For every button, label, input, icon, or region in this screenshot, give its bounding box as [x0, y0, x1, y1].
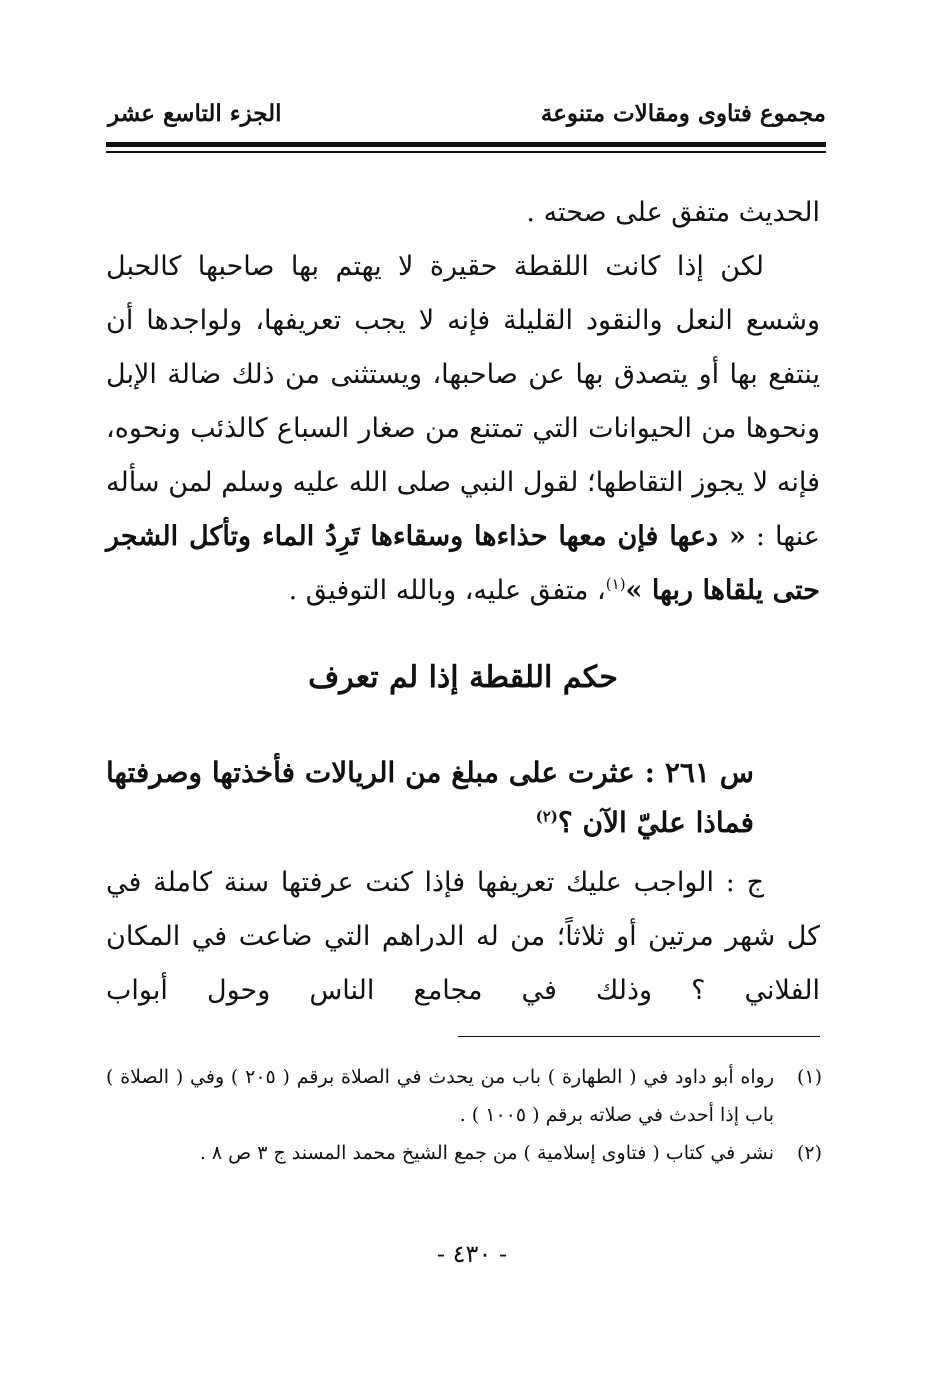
footnote-ref-2: (٢) — [535, 807, 558, 826]
footnotes — [106, 1058, 822, 1172]
book-title: مجموع فتاوى ومقالات متنوعة — [540, 100, 826, 127]
answer-text — [106, 856, 820, 1018]
header-rule-thick — [106, 142, 826, 147]
page-number: - ٤٣٠ - — [436, 1240, 508, 1268]
volume-label: الجزء التاسع عشر — [108, 100, 282, 127]
paragraph-tail: ، متفق عليه، وبالله التوفيق . — [288, 575, 606, 606]
question-text — [106, 748, 754, 848]
hadith-quote: « دعها فإن معها حذاءها وسقاءها تَرِدُ الماء وتأكل الشجر حتى يلقاها ربها » — [106, 521, 820, 606]
footnote-ref-1: (١) — [605, 575, 626, 593]
answer-body: ج : الواجب عليك تعريفها فإذا كنت عرفتها سنة كاملة في كل شهر مرتين أو ثلاثاً؛ من له الدراهم التي ضاعت في المكان الفلاني ؟ وذلك في مجامع الناس وحول أبواب — [106, 867, 820, 1006]
footnote-separator — [458, 1036, 820, 1037]
main-paragraph — [106, 240, 820, 618]
running-header — [108, 100, 826, 136]
footnote-number: (٢) — [796, 1142, 822, 1164]
header-rule-thin — [106, 151, 826, 153]
footnote-number: (١) — [796, 1066, 822, 1088]
paragraph-lead: لكن إذا كانت اللقطة حقيرة لا يهتم بها صاحبها كالحبل وشسع النعل والنقود القليلة فإنه لا يجب تعريفها، ولواجدها أن ينتفع بها أو يتصدق بها عن صاحبها، ويستثنى من ذلك ضالة الإبل ونحوها من الحيوانات التي تمتنع من صغار السباع كالذئب ونحوه، فإنه لا يجوز التقاطها؛ لقول النبي صلى الله عليه وسلم لمن سأله عنها : — [106, 251, 820, 552]
section-heading: حكم اللقطة إذا لم تعرف — [308, 660, 618, 695]
question-body: س ٢٦١ : عثرت على مبلغ من الريالات فأخذتها وصرفتها فماذا عليّ الآن ؟ — [106, 756, 754, 839]
footnote-text: رواه أبو داود في ( الطهارة ) باب من يحدث في الصلاة برقم ( ٢٠٥ ) وفي ( الصلاة ) باب إذا أحدث في صلاته برقم ( ١٠٠٥ ) . — [106, 1066, 774, 1126]
footnote-item — [106, 1058, 822, 1134]
footnote-text: نشر في كتاب ( فتاوى إسلامية ) من جمع الشيخ محمد المسند ج ٣ ص ٨ . — [199, 1142, 774, 1164]
footnote-item — [106, 1134, 822, 1172]
intro-line: الحديث متفق على صحته . — [526, 197, 820, 228]
